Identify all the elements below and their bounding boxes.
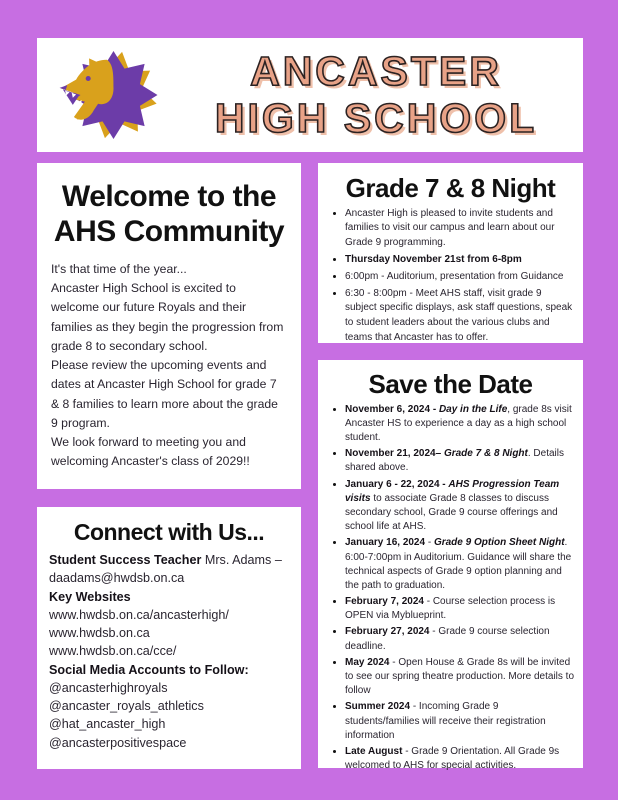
welcome-paragraph: Please review the upcoming events and dates at Ancaster High School for grade 7 & 8 families to learn more about the grade 9 program. — [51, 358, 278, 430]
lion-mascot-logo — [45, 40, 171, 150]
welcome-paragraph: It's that time of the year... — [51, 261, 187, 276]
save-the-date-event: • November 21, 2024– Grade 7 & 8 Night. Details shared above. — [345, 447, 575, 475]
connect-line: @ancasterpositivespace — [49, 735, 187, 750]
connect-line: @hat_ancaster_high — [49, 717, 166, 732]
grade-night-bullet: • Ancaster High is pleased to invite students and families to visit our campus and learn about our Grade 9 programming. — [345, 207, 575, 251]
school-title-line2: HIGH SCHOOL — [214, 95, 538, 141]
grade-night-card — [318, 163, 583, 343]
connect-card — [37, 507, 301, 769]
welcome-paragraph: We look forward to meeting you and welcoming Ancaster's class of 2029!! — [51, 435, 250, 469]
grade-night-bullet: • 6:00pm - Auditorium, presentation from Guidance — [345, 270, 575, 285]
grade-night-bullet: • Thursday November 21st from 6-8pm — [345, 253, 575, 268]
welcome-paragraphs — [51, 260, 287, 472]
save-the-date-event: • May 2024 - Open House & Grade 8s will be invited to see our spring theatre production. More details to follow — [345, 656, 575, 699]
connect-lines — [49, 551, 289, 752]
connect-line: www.hwdsb.on.ca/ancasterhigh/ — [49, 607, 229, 622]
connect-line: Social Media Accounts to Follow: — [49, 662, 249, 677]
connect-line: www.hwdsb.on.ca — [49, 626, 150, 641]
save-the-date-title: Save the Date — [368, 369, 533, 399]
save-the-date-card — [318, 360, 583, 772]
save-the-date-events — [318, 403, 575, 774]
school-title-line1: ANCASTER — [250, 47, 502, 94]
connect-line: @ancasterhighroyals — [49, 680, 168, 695]
save-the-date-event: • January 6 - 22, 2024 - AHS Progression Team visits to associate Grade 8 classes to discuss secondary school, Grade 9 course offerings and school life at AHS. — [345, 478, 575, 535]
connect-line: @ancaster_royals_athletics — [49, 699, 204, 714]
grade-night-bullets — [318, 207, 575, 346]
save-the-date-event: • February 27, 2024 - Grade 9 course selection deadline. — [345, 625, 575, 653]
welcome-title: Welcome to the AHS Community — [53, 180, 285, 249]
connect-line: Student Success Teacher Mrs. Adams – daadams@hwdsb.on.ca — [49, 553, 282, 586]
header-banner — [37, 38, 583, 152]
save-the-date-event: • Late August - Grade 9 Orientation. All Grade 9s welcomed to AHS for special activities. — [345, 745, 575, 773]
welcome-card — [37, 163, 301, 489]
save-the-date-event: • January 16, 2024 - Grade 9 Option Sheet Night. 6:00-7:00pm in Auditorium. Guidance will share the technical aspects of Grade 9 option planning and the path to graduation. — [345, 536, 575, 593]
grade-night-title: Grade 7 & 8 Night — [345, 173, 556, 203]
grade-night-bullet: • 6:30 - 8:00pm - Meet AHS staff, visit grade 9 subject specific displays, ask staff questions, speak to student leaders about the various clubs and teams that Ancaster has to offer. — [345, 287, 575, 346]
save-the-date-event: • Summer 2024 - Incoming Grade 9 students/families will receive their registration information — [345, 700, 575, 743]
connect-line: www.hwdsb.on.ca/cce/ — [49, 644, 177, 659]
connect-line: Key Websites — [49, 589, 131, 604]
lion-eye — [86, 76, 91, 81]
welcome-paragraph: Ancaster High School is excited to welcome our future Royals and their families as they begin the progression from grade 8 to secondary school. — [51, 281, 284, 353]
save-the-date-event: • February 7, 2024 - Course selection process is OPEN via Myblueprint. — [345, 595, 575, 623]
connect-title: Connect with Us... — [73, 519, 265, 545]
save-the-date-event: • November 6, 2024 - Day in the Life, grade 8s visit Ancaster HS to experience a day as a high school student. — [345, 403, 575, 446]
school-title — [175, 38, 577, 152]
